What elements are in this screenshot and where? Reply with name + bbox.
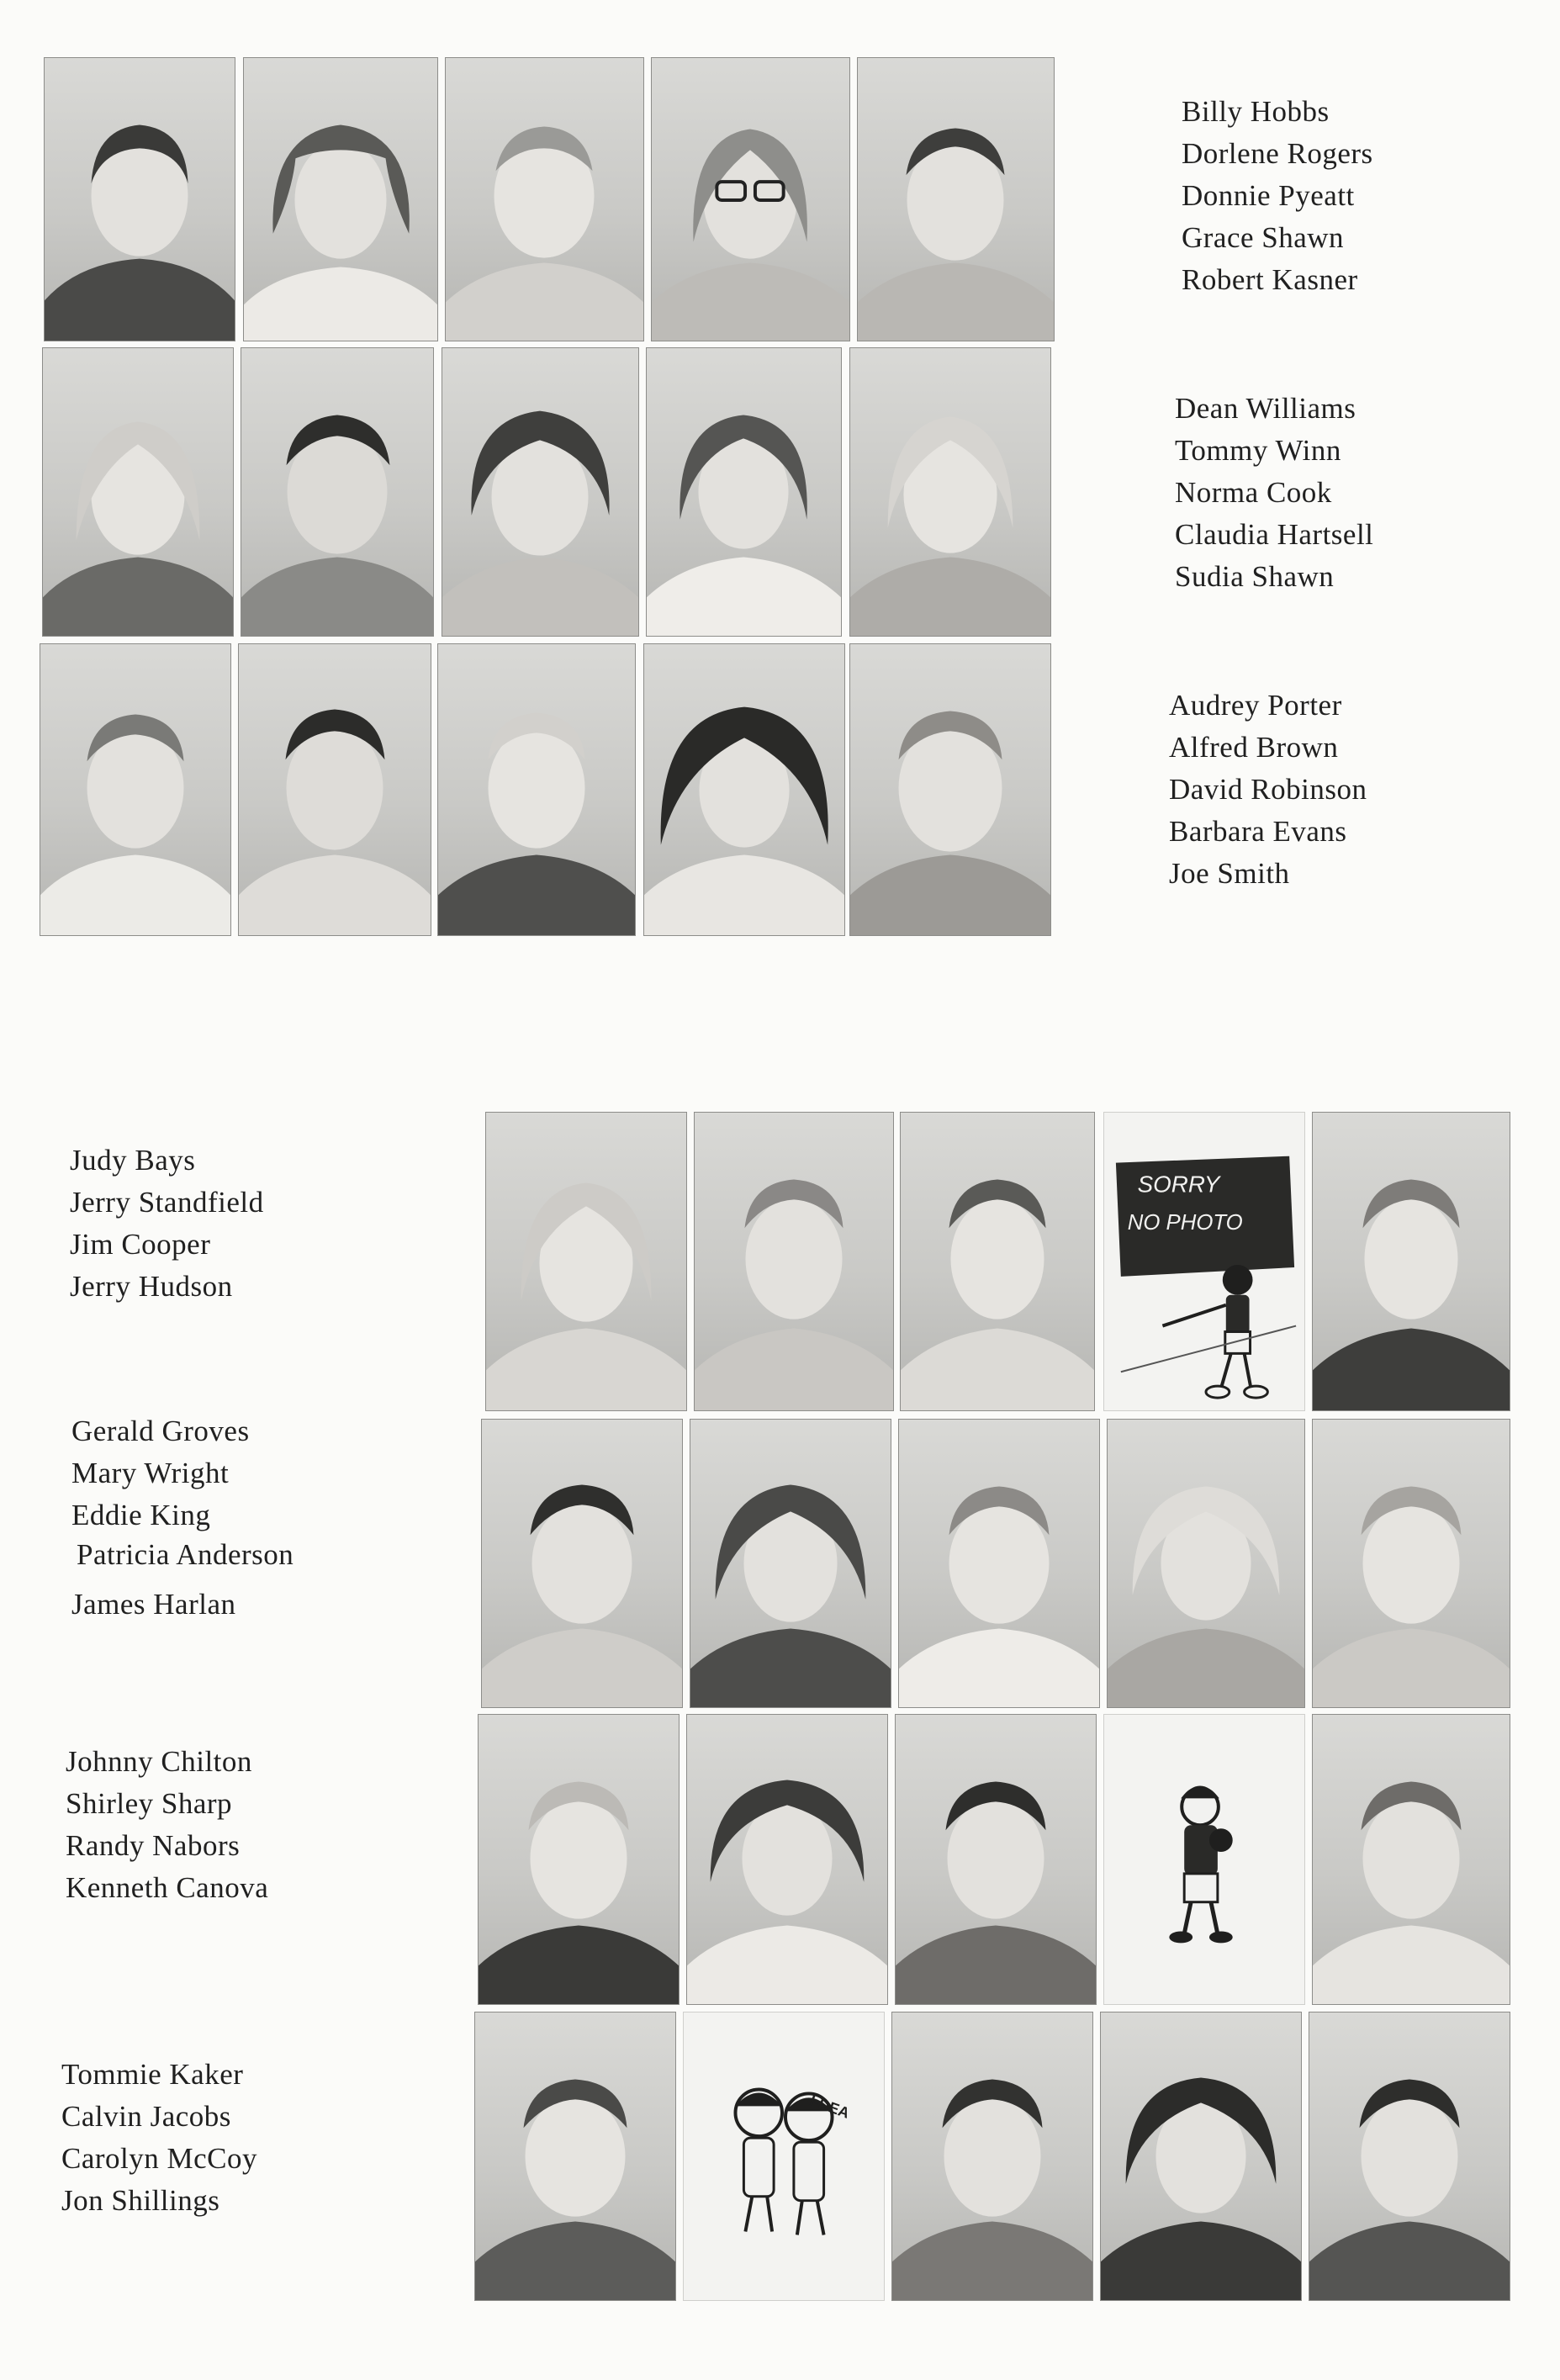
student-photo — [485, 1112, 687, 1411]
student-name: Claudia Hartsell — [1175, 518, 1374, 551]
student-photo — [651, 57, 850, 341]
cartoon-placeholder — [683, 2012, 885, 2301]
student-photo — [42, 347, 234, 637]
student-photo — [1312, 1112, 1510, 1411]
chalkboard-text-line1: SORRY — [1137, 1171, 1220, 1198]
student-name: Gerald Groves — [71, 1415, 250, 1447]
student-name: Donnie Pyeatt — [1182, 179, 1355, 212]
student-photo — [474, 2012, 676, 2301]
student-name: Jerry Hudson — [70, 1270, 233, 1303]
no-photo-placeholder — [1103, 1112, 1305, 1411]
student-photo — [1312, 1714, 1510, 2005]
student-photo — [241, 347, 434, 637]
student-name: David Robinson — [1169, 773, 1367, 806]
student-photo — [891, 2012, 1093, 2301]
student-photo — [437, 643, 636, 936]
student-name: Eddie King — [71, 1499, 211, 1531]
student-name: Jon Shillings — [61, 2184, 220, 2217]
student-name: Norma Cook — [1175, 476, 1332, 509]
student-photo — [849, 643, 1051, 936]
cartoon-placeholder — [1103, 1714, 1305, 2005]
student-name: Audrey Porter — [1169, 689, 1342, 722]
student-photo — [445, 57, 644, 341]
student-name: Randy Nabors — [66, 1829, 241, 1862]
cartoon-kids-icon — [684, 2012, 884, 2300]
student-name: Calvin Jacobs — [61, 2100, 231, 2133]
student-photo — [646, 347, 842, 637]
student-photo — [643, 643, 845, 936]
student-name: Mary Wright — [71, 1457, 230, 1489]
name-group-row-2 — [71, 1410, 293, 1626]
name-group-row-3 — [66, 1741, 268, 1909]
student-photo — [895, 1714, 1097, 2005]
student-photo — [857, 57, 1055, 341]
student-name: Dorlene Rogers — [1182, 137, 1373, 170]
name-group-row-1 — [70, 1140, 264, 1308]
student-photo — [849, 347, 1051, 637]
student-name: Tommie Kaker — [61, 2058, 244, 2091]
student-name: James Harlan — [71, 1588, 236, 1621]
student-photo — [478, 1714, 680, 2005]
name-group-row-1 — [1182, 91, 1373, 301]
student-name: Grace Shawn — [1182, 221, 1345, 254]
student-photo — [1100, 2012, 1302, 2301]
student-photo — [442, 347, 639, 637]
student-name: Patricia Anderson — [77, 1538, 294, 1571]
student-photo — [243, 57, 438, 341]
student-name: Sudia Shawn — [1175, 560, 1335, 593]
student-name: Shirley Sharp — [66, 1787, 233, 1820]
student-name: Judy Bays — [70, 1144, 196, 1177]
student-photo — [238, 643, 431, 936]
student-photo — [898, 1419, 1100, 1708]
name-group-row-4 — [61, 2054, 257, 2222]
chalkboard-text-line2: NO PHOTO — [1127, 1211, 1243, 1235]
student-name: Jim Cooper — [70, 1228, 211, 1261]
student-name: Johnny Chilton — [66, 1745, 252, 1778]
student-name: Jerry Standfield — [70, 1186, 264, 1219]
name-group-row-2 — [1175, 388, 1373, 598]
student-name: Barbara Evans — [1169, 815, 1347, 848]
student-photo — [481, 1419, 683, 1708]
student-name: Joe Smith — [1169, 857, 1290, 890]
student-photo — [1312, 1419, 1510, 1708]
student-photo — [686, 1714, 888, 2005]
cartoon-boy-icon — [1104, 1715, 1304, 2004]
student-photo — [1309, 2012, 1510, 2301]
name-group-row-3 — [1169, 685, 1367, 895]
student-name: Alfred Brown — [1169, 731, 1339, 764]
student-photo — [690, 1419, 891, 1708]
student-photo — [694, 1112, 894, 1411]
student-name: Dean Williams — [1175, 392, 1356, 425]
student-name: Tommy Winn — [1175, 434, 1341, 467]
student-name: Carolyn McCoy — [61, 2142, 258, 2175]
student-photo — [40, 643, 231, 936]
student-photo — [1107, 1419, 1305, 1708]
student-name: Billy Hobbs — [1182, 95, 1330, 128]
student-name: Robert Kasner — [1182, 263, 1358, 296]
student-photo — [44, 57, 235, 341]
student-name: Kenneth Canova — [66, 1871, 269, 1904]
student-photo — [900, 1112, 1095, 1411]
cartoon-label: I-DEA — [807, 2092, 852, 2122]
